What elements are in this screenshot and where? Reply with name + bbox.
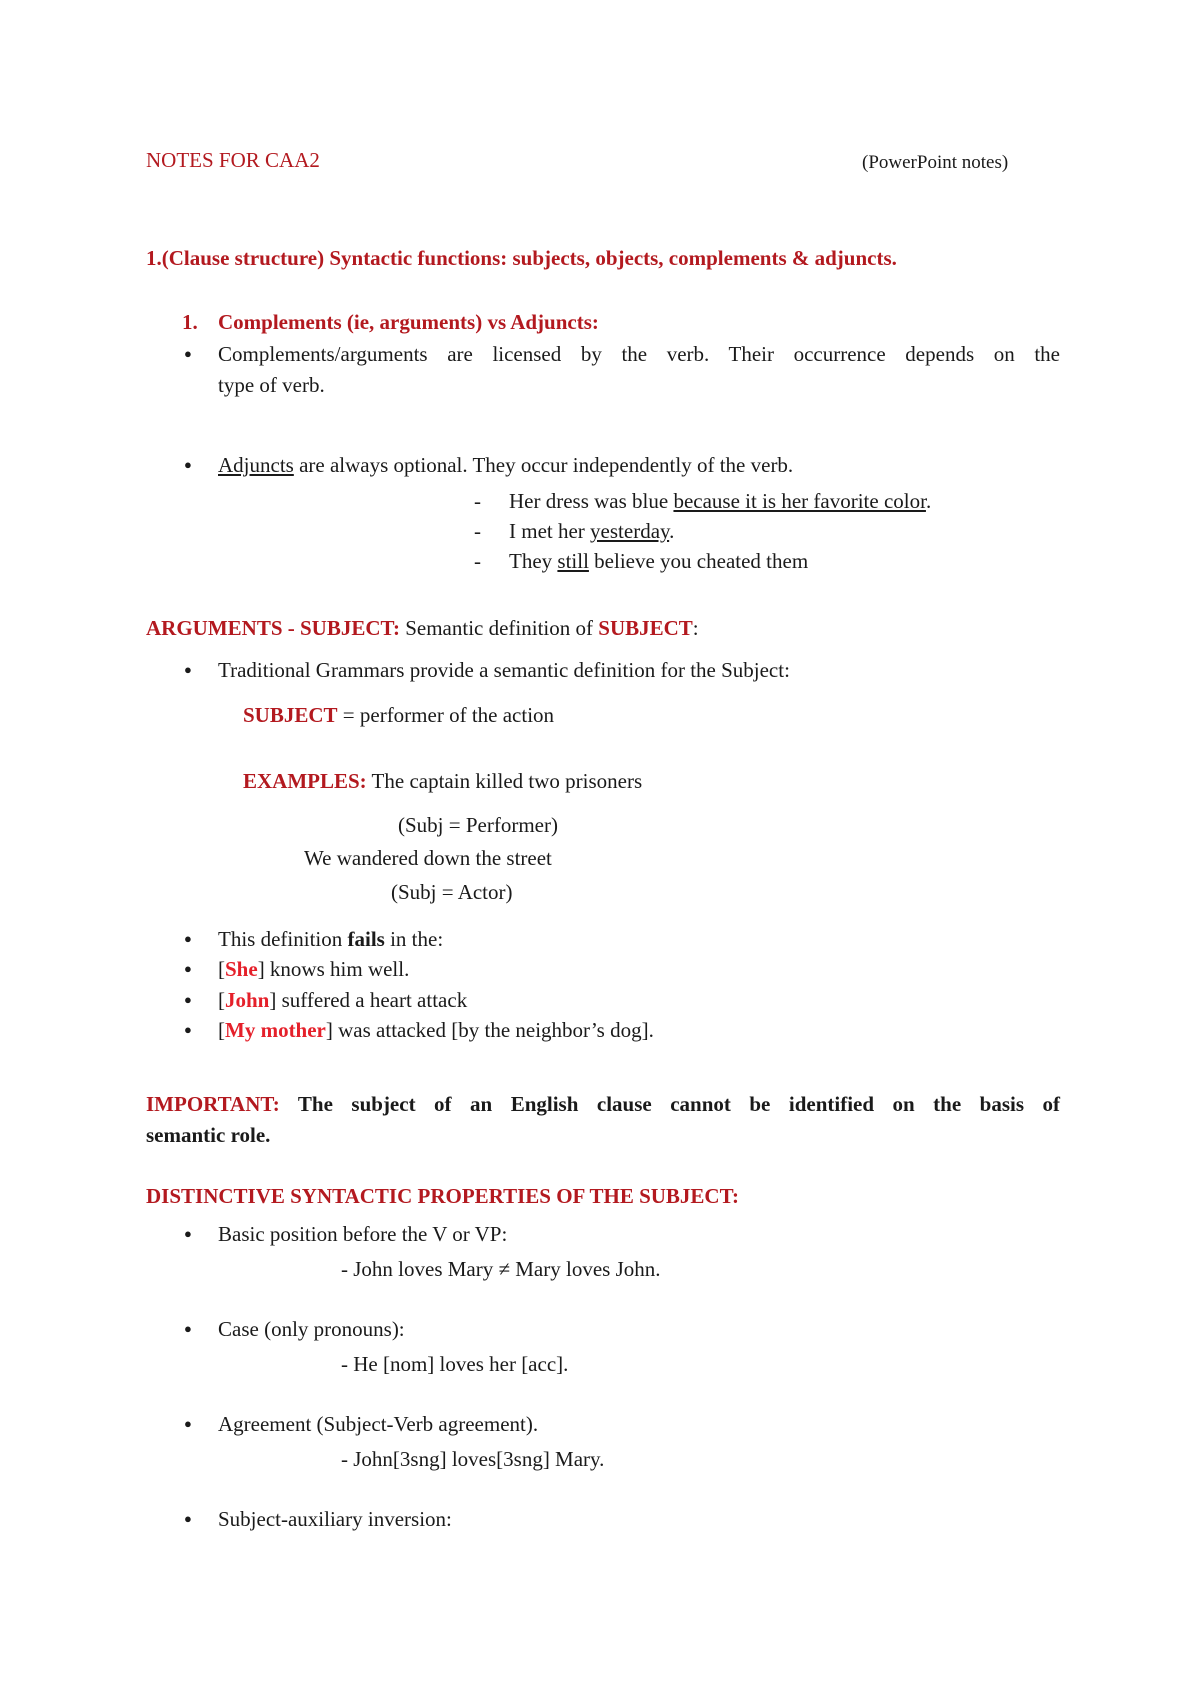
fails-text: This definition: [218, 927, 348, 951]
bullet-complements-line2: type of verb.: [218, 373, 325, 397]
example-text: Her dress was blue: [509, 489, 674, 513]
adjuncts-text: are always optional. They occur independently of the verb.: [293, 453, 794, 477]
adjunct-example: [509, 548, 808, 574]
fail-text: ] suffered a heart attack: [269, 988, 468, 1012]
property-item: ● Case (only pronouns):: [218, 1316, 405, 1342]
example-text: .: [669, 519, 675, 543]
subject-term: SUBJECT: [598, 616, 693, 640]
subsection-heading: Complements (ie, arguments) vs Adjuncts:: [218, 310, 599, 334]
example-note: (Subj = Performer): [398, 813, 558, 837]
bullet-complements-line1: ● Complements/arguments are licensed by the verb. Their occurrence depends on the: [218, 341, 1060, 367]
example-note: (Subj = Actor): [391, 880, 513, 904]
document-source: (PowerPoint notes): [862, 152, 1009, 173]
bullet-traditional: ● Traditional Grammars provide a semantic definition for the Subject:: [218, 657, 790, 683]
example-text: believe you cheated them: [588, 549, 809, 573]
distinctive-heading: DISTINCTIVE SYNTACTIC PROPERTIES OF THE SUBJECT:: [146, 1184, 740, 1208]
fail-text: ] knows him well.: [257, 957, 410, 981]
fail-example: [218, 1017, 654, 1043]
property-item: ● Agreement (Subject-Verb agreement).: [218, 1411, 538, 1437]
fails-term: fails: [347, 927, 385, 951]
example-adjunct: because it is her favorite color: [673, 489, 926, 513]
example-sentence: We wandered down the street: [304, 846, 552, 870]
subsection-number: 1.: [182, 310, 198, 334]
example-adjunct: yesterday: [590, 519, 670, 543]
example-text: .: [925, 489, 932, 513]
fails-text: in the:: [384, 927, 444, 951]
adjunct-example: [509, 518, 674, 544]
property-example: - John loves Mary ≠ Mary loves John.: [341, 1257, 661, 1281]
bullet-adjuncts: [218, 452, 793, 478]
property-example: - He [nom] loves her [acc].: [341, 1352, 569, 1376]
subject-highlight: My mother: [225, 1018, 326, 1042]
adjuncts-term: Adjuncts: [218, 453, 294, 477]
fail-example: [218, 956, 409, 982]
important-text: The subject of an English clause cannot be identified on the basis of: [279, 1092, 1060, 1116]
bullet-fails: [218, 926, 443, 952]
fail-example: [218, 987, 467, 1013]
important-line1: [146, 1091, 1060, 1117]
important-label: IMPORTANT:: [146, 1092, 280, 1116]
fail-text: ] was attacked [by the neighbor’s dog].: [325, 1018, 654, 1042]
bracket: [: [218, 1018, 225, 1042]
arguments-colon: :: [692, 616, 699, 640]
arguments-text: Semantic definition of: [399, 616, 599, 640]
arguments-label: ARGUMENTS - SUBJECT:: [146, 616, 400, 640]
examples-line: [243, 768, 642, 794]
property-item: ● Subject-auxiliary inversion:: [218, 1506, 452, 1532]
subject-highlight: John: [225, 988, 270, 1012]
adjunct-example: [509, 488, 931, 514]
important-line2: semantic role.: [146, 1123, 271, 1147]
definition-text: = performer of the action: [337, 703, 555, 727]
example-text: I met her: [509, 519, 591, 543]
section-heading: 1.(Clause structure) Syntactic functions: subjects, objects, complements & adjuncts.: [146, 246, 897, 270]
examples-label: EXAMPLES:: [243, 769, 367, 793]
subject-highlight: She: [225, 957, 258, 981]
subject-definition: [243, 702, 554, 728]
example-adjunct: still: [557, 549, 589, 573]
definition-label: SUBJECT: [243, 703, 338, 727]
example-sentence: The captain killed two prisoners: [366, 769, 643, 793]
bracket: [: [218, 957, 225, 981]
property-example: - John[3sng] loves[3sng] Mary.: [341, 1447, 605, 1471]
bracket: [: [218, 988, 225, 1012]
document-title: NOTES FOR CAA2: [146, 148, 320, 172]
property-item: ● Basic position before the V or VP:: [218, 1221, 507, 1247]
arguments-heading: [146, 615, 699, 641]
example-text: They: [509, 549, 558, 573]
